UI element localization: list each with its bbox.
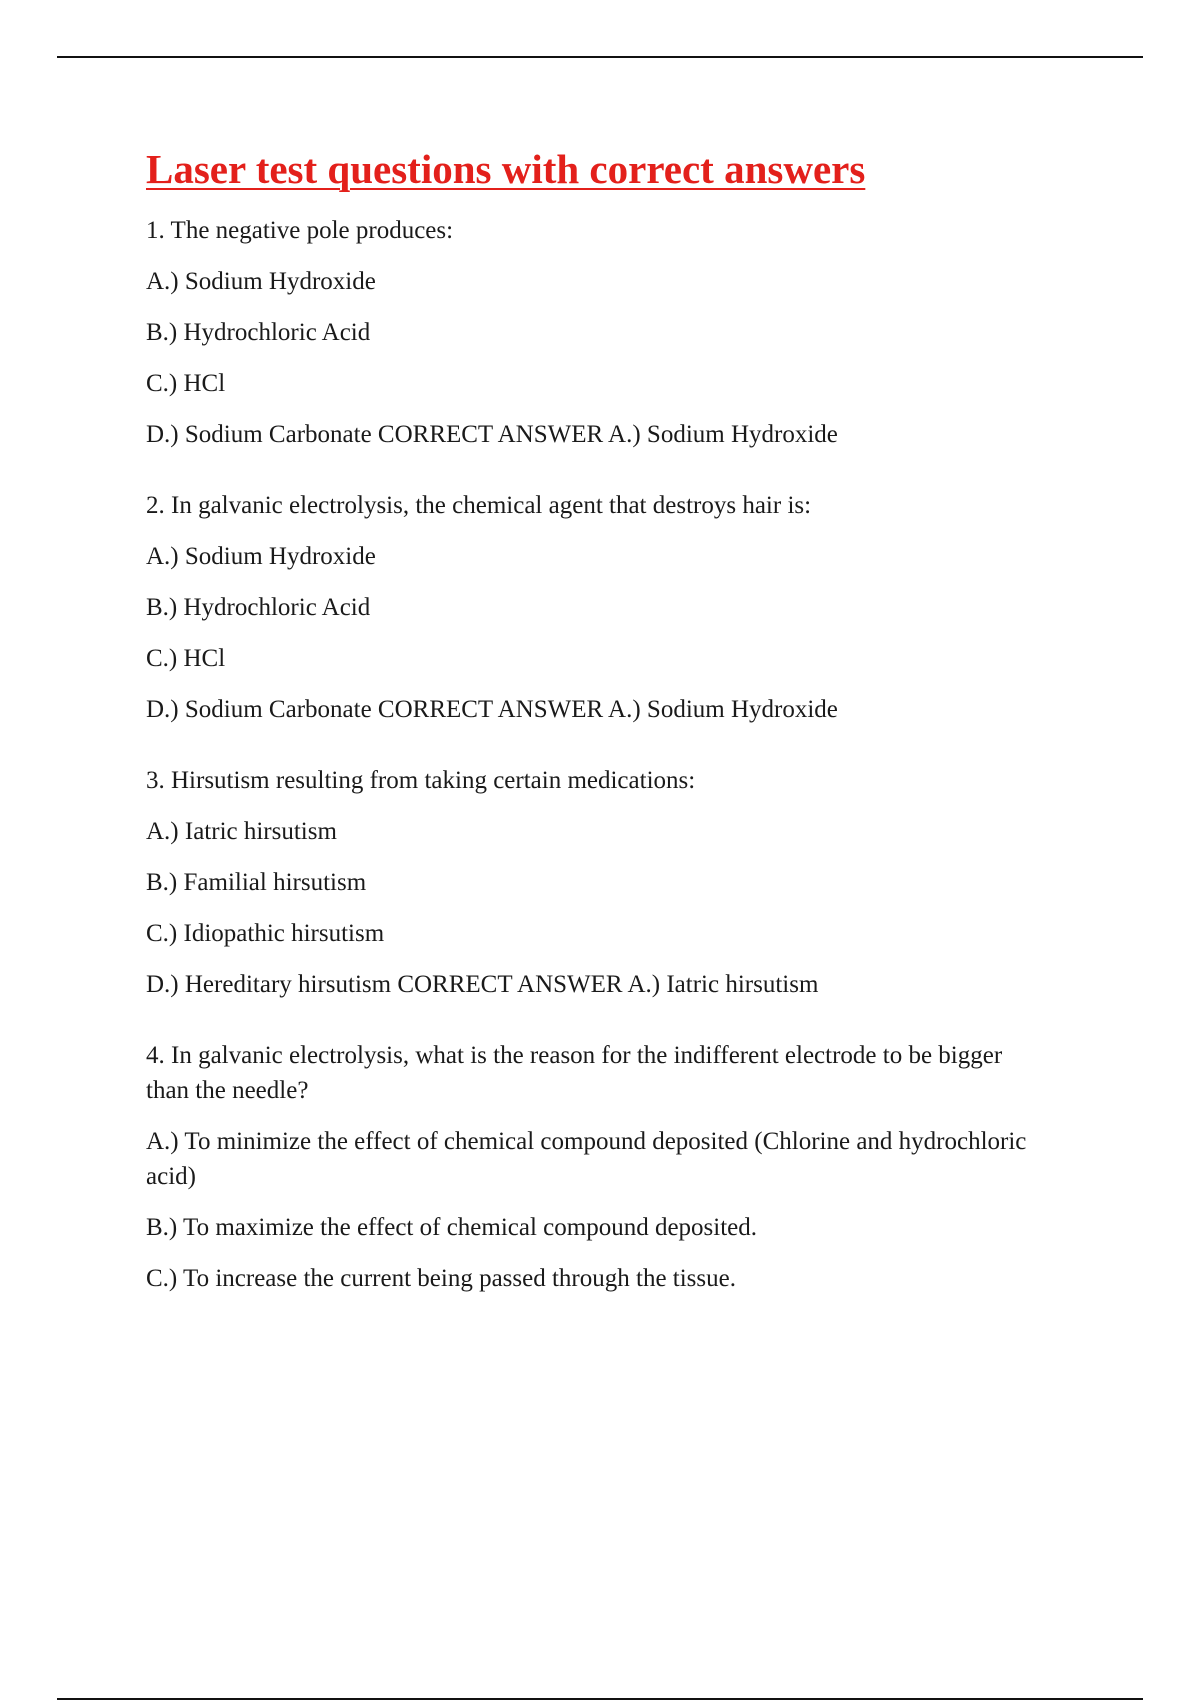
answer-option: A.) Iatric hirsutism: [146, 818, 337, 846]
header-rule: [57, 56, 1143, 58]
question-text: 2. In galvanic electrolysis, the chemical agent that destroys hair is:: [146, 492, 812, 520]
answer-option: B.) Hydrochloric Acid: [146, 594, 371, 622]
answer-option: C.) To increase the current being passed through the tissue.: [146, 1265, 736, 1293]
question-block: [146, 488, 1046, 727]
answer-option: C.) Idiopathic hirsutism: [146, 920, 385, 948]
question-text: 1. The negative pole produces:: [146, 217, 454, 245]
answer-option: B.) Hydrochloric Acid: [146, 319, 371, 347]
question-block: [146, 763, 1046, 1002]
document-title: Laser test questions with correct answers: [146, 146, 866, 192]
question-block: [146, 1038, 1046, 1296]
document-body: [146, 146, 1046, 1332]
question-block: [146, 213, 1046, 452]
answer-option: A.) Sodium Hydroxide: [146, 268, 376, 296]
answer-option: A.) Sodium Hydroxide: [146, 543, 376, 571]
answer-option: B.) To maximize the effect of chemical compound deposited.: [146, 1214, 758, 1242]
answer-option: C.) HCl: [146, 645, 226, 673]
answer-option: C.) HCl: [146, 370, 226, 398]
question-text: 3. Hirsutism resulting from taking certain medications:: [146, 767, 696, 795]
answer-option-with-correct-answer: D.) Hereditary hirsutism CORRECT ANSWER A.) Iatric hirsutism: [146, 971, 819, 999]
question-text: 4. In galvanic electrolysis, what is the reason for the indifferent electrode to be bigger than the needle?: [146, 1042, 1003, 1105]
answer-option-with-correct-answer: D.) Sodium Carbonate CORRECT ANSWER A.) Sodium Hydroxide: [146, 696, 838, 724]
answer-option-with-correct-answer: D.) Sodium Carbonate CORRECT ANSWER A.) Sodium Hydroxide: [146, 421, 838, 449]
answer-option: A.) To minimize the effect of chemical compound deposited (Chlorine and hydrochloric acid): [146, 1128, 1027, 1191]
answer-option: B.) Familial hirsutism: [146, 869, 367, 897]
